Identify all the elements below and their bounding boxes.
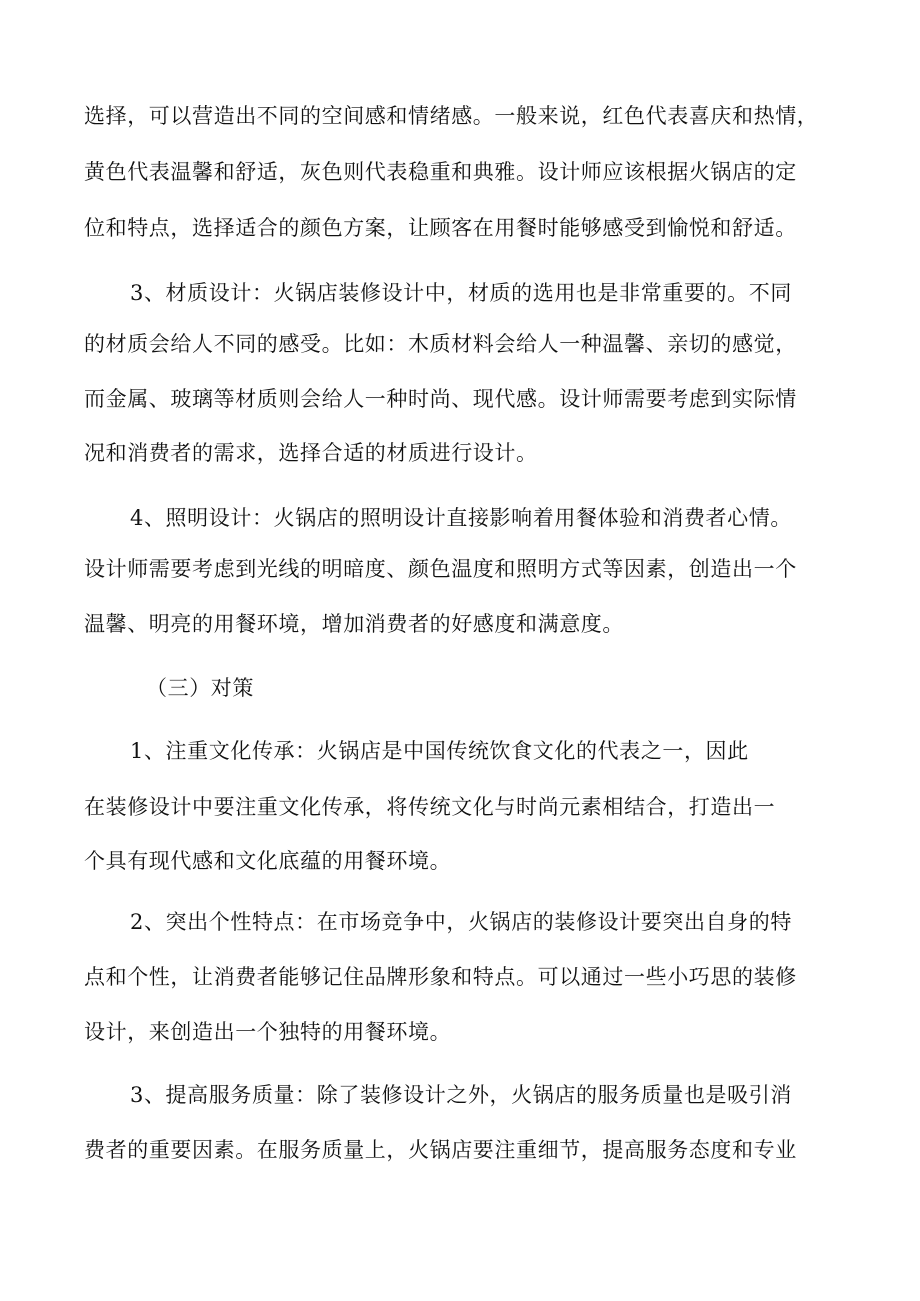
paragraph-line: 选择，可以营造出不同的空间感和情绪感。一般来说，红色代表喜庆和热情， — [84, 104, 819, 128]
paragraph-line: 设计，来创造出一个独特的用餐环境。 — [84, 1020, 452, 1044]
paragraph-line: 3、材质设计：火锅店装修设计中，材质的选用也是非常重要的。不同 — [130, 281, 792, 305]
section-heading: （三）对策 — [146, 676, 254, 700]
paragraph-line: 费者的重要因素。在服务质量上，火锅店要注重细节，提高服务态度和专业 — [84, 1138, 797, 1162]
paragraph-line: 个具有现代感和文化底蕴的用餐环境。 — [84, 849, 452, 873]
paragraph-line: 点和个性，让消费者能够记住品牌形象和特点。可以通过一些小巧思的装修 — [84, 965, 797, 989]
paragraph-line: 2、突出个性特点：在市场竞争中，火锅店的装修设计要突出自身的特 — [130, 910, 792, 934]
paragraph-line: 黄色代表温馨和舒适，灰色则代表稳重和典雅。设计师应该根据火锅店的定 — [84, 160, 797, 184]
paragraph-line: 况和消费者的需求，选择合适的材质进行设计。 — [84, 441, 538, 465]
paragraph-line: 而金属、玻璃等材质则会给人一种时尚、现代感。设计师需要考虑到实际情 — [84, 387, 797, 411]
paragraph-line: 3、提高服务质量：除了装修设计之外，火锅店的服务质量也是吸引消 — [130, 1083, 792, 1107]
paragraph-line: 1、注重文化传承：火锅店是中国传统饮食文化的代表之一，因此 — [130, 739, 749, 763]
paragraph-line: 设计师需要考虑到光线的明暗度、颜色温度和照明方式等因素，创造出一个 — [84, 557, 797, 581]
paragraph-line: 温馨、明亮的用餐环境，增加消费者的好感度和满意度。 — [84, 612, 624, 636]
paragraph-line: 在装修设计中要注重文化传承，将传统文化与时尚元素相结合，打造出一 — [84, 795, 776, 819]
paragraph-line: 4、照明设计：火锅店的照明设计直接影响着用餐体验和消费者心情。 — [130, 506, 792, 530]
paragraph-line: 的材质会给人不同的感受。比如：木质材料会给人一种温馨、亲切的感觉， — [84, 332, 797, 356]
paragraph-line: 位和特点，选择适合的颜色方案，让顾客在用餐时能够感受到愉悦和舒适。 — [84, 216, 797, 240]
